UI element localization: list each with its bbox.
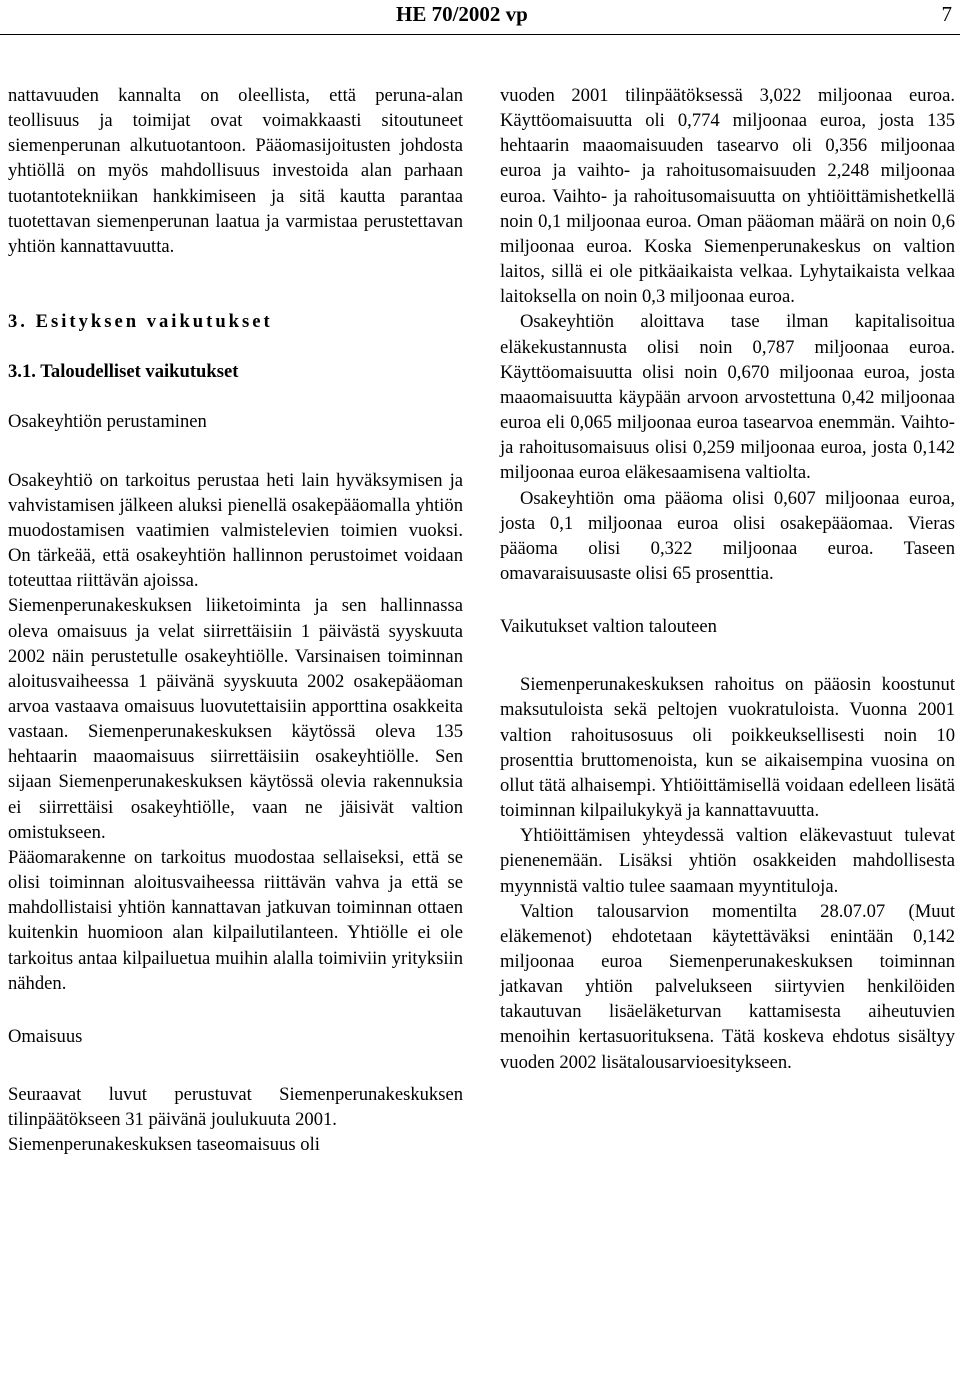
right-paragraph-3: Osakeyhtiön oma pääoma olisi 0,607 miljoonaa euroa, josta 0,1 miljoonaa euroa olisi osakepääomaa. Vieras pääoma olisi 0,322 miljoonaa euroa. Taseen omavaraisuusaste olisi 65 prosenttia. [500, 487, 955, 584]
page-header [0, 0, 960, 35]
right-paragraph-4: Siemenperunakeskuksen rahoitus on pääosin koostunut maksutuloista sekä peltojen vuokratuloista. Vuonna 2001 valtion rahoitusosuus oli poikkeuksellisesti noin 10 prosenttia bruttomenoista, kun se aikaisempina vuosina on ollut tätä alhaisempi. Yhtiöittämisellä voidaan edelleen lisätä toiminnan kilpailukykyä ja kannattavuutta. [500, 674, 955, 822]
section-title: 3. Esityksen vaikutukset [8, 311, 273, 333]
right-paragraph-6: Valtion talousarvion momentilta 28.07.07 (Muut eläkemenot) ehdotetaan käytettäväksi enintään 0,142 miljoonaa euroa Siemenperunakeskuksen toiminnan jatkavan yhtiön palvelukseen siirtyvien henkilöiden takautuvan lisäeläketurvan kattamisesta aiheutuvien menoihin kertasuorituksena. Tätä koskeva ehdotus sisältyy vuoden 2002 lisätalousarvioesitykseen. [500, 900, 955, 1073]
left-paragraph-4: Pääomarakenne on tarkoitus muodostaa sellaiseksi, että se olisi toiminnan aloitusvaiheessa riittävän vahva ja että se mahdollistaisi yhtiön kannattavan jatkuvan toiminnan ottaen kuitenkin huomioon alan kilpailutilanteen. Yhtiölle ei ole tarkoitus antaa kilpailuetua muihin alalla toimiviin yrityksiin nähden. [8, 846, 463, 994]
subsection-title: 3.1. Taloudelliset vaikutukset [8, 361, 239, 383]
right-column [500, 83, 955, 1075]
left-paragraph-1: nattavuuden kannalta on oleellista, että peruna-alan teollisuus ja toimijat ovat voimakkaasti sitoutuneet siemenperunan alkutuotantoon. Pääomasijoitusten johdosta yhtiöllä on myös mahdollisuus investoida alan parhaan tuotantotekniikan hankkimiseen ja sitä kautta parantaa tuotettavan siemenperunan laatua ja varmistaa perustettavan yhtiön kannattavuutta. [8, 85, 463, 257]
document-id: HE 70/2002 vp [396, 2, 528, 26]
right-paragraph-2: Osakeyhtiön aloittava tase ilman kapitalisoitua eläkekustannusta olisi noin 0,787 miljoonaa euroa. Käyttöomaisuutta olisi noin 0,670 miljoonaa euroa, josta maaomaisuutta käypään arvoon arvostettuna 0,42 miljoonaa euroa eli 0,065 miljoonaa euroa tasearvoa enemmän. Vaihto- ja rahoitusomaisuus olisi 0,259 miljoonaa euroa, josta 0,142 miljoonaa euroa eläkesaamisena valtiolta. [500, 311, 955, 484]
page-number: 7 [941, 2, 952, 26]
right-paragraph-1: vuoden 2001 tilinpäätöksessä 3,022 miljoonaa euroa. Käyttöomaisuutta oli 0,774 miljoonaa euroa, josta 135 hehtaarin maaomaisuuden tasearvo oli 0,356 miljoonaa euroa ja vaihto- ja rahoitusomaisuuden 2,248 miljoonaa euroa. Vaihto- ja rahoitusomaisuutta on yhtiöittämishetkellä noin 0,1 miljoonaa euroa. Oman pääoman määrä on noin 0,6 miljoonaa euroa. Koska Siemenperunakeskus on valtion laitos, sillä ei ole pitkäaikaista velkaa. Lyhytaikaista velkaa laitoksella on noin 0,3 miljoonaa euroa. [500, 85, 955, 308]
left-paragraph-6: Siemenperunakeskuksen taseomaisuus oli [8, 1134, 320, 1156]
left-paragraph-3: Siemenperunakeskuksen liiketoiminta ja sen hallinnassa oleva omaisuus ja velat siirrettäisiin 1 päivästä syyskuuta 2002 näin perustetulle osakeyhtiölle. Varsinaisen toiminnan aloitusvaiheessa 1 päivänä syyskuuta 2002 osakepääoman arvoa vastaava omaisuus luovutettaisiin apporttina osakkeita vastaan. Siemenperunakeskuksen käytössä oleva 135 hehtaarin maaomaisuus siirrettäisiin osakeyhtiölle. Sen sijaan Siemenperunakeskuksen käytössä olevia rakennuksia ei siirrettäisi osakeyhtiölle, vaan ne jäisivät valtion omistukseen. [8, 595, 463, 843]
left-paragraph-2: Osakeyhtiö on tarkoitus perustaa heti lain hyväksymisen ja vahvistamisen jälkeen aluksi pienellä osakepääomalla yhtiön muodostamisen vaatimien valmistelevien toimien vuoksi. On tärkeää, että osakeyhtiön hallinnon perustoimet voidaan toteuttaa riittävän ajoissa. [8, 469, 463, 592]
subheading-osakeyhtion-perustaminen: Osakeyhtiön perustaminen [8, 411, 207, 433]
subheading-omaisuus: Omaisuus [8, 1025, 83, 1047]
left-column [8, 83, 463, 1157]
left-paragraph-5: Seuraavat luvut perustuvat Siemenperunakeskuksen tilinpäätökseen 31 päivänä joulukuuta 2001. [8, 1084, 463, 1131]
subheading-vaikutukset-valtion-talouteen: Vaikutukset valtion talouteen [500, 616, 717, 638]
right-paragraph-5: Yhtiöittämisen yhteydessä valtion eläkevastuut tulevat pienenemään. Lisäksi yhtiön osakkeiden mahdollisesta myynnistä valtio tulee saamaan myyntituloja. [500, 825, 955, 897]
